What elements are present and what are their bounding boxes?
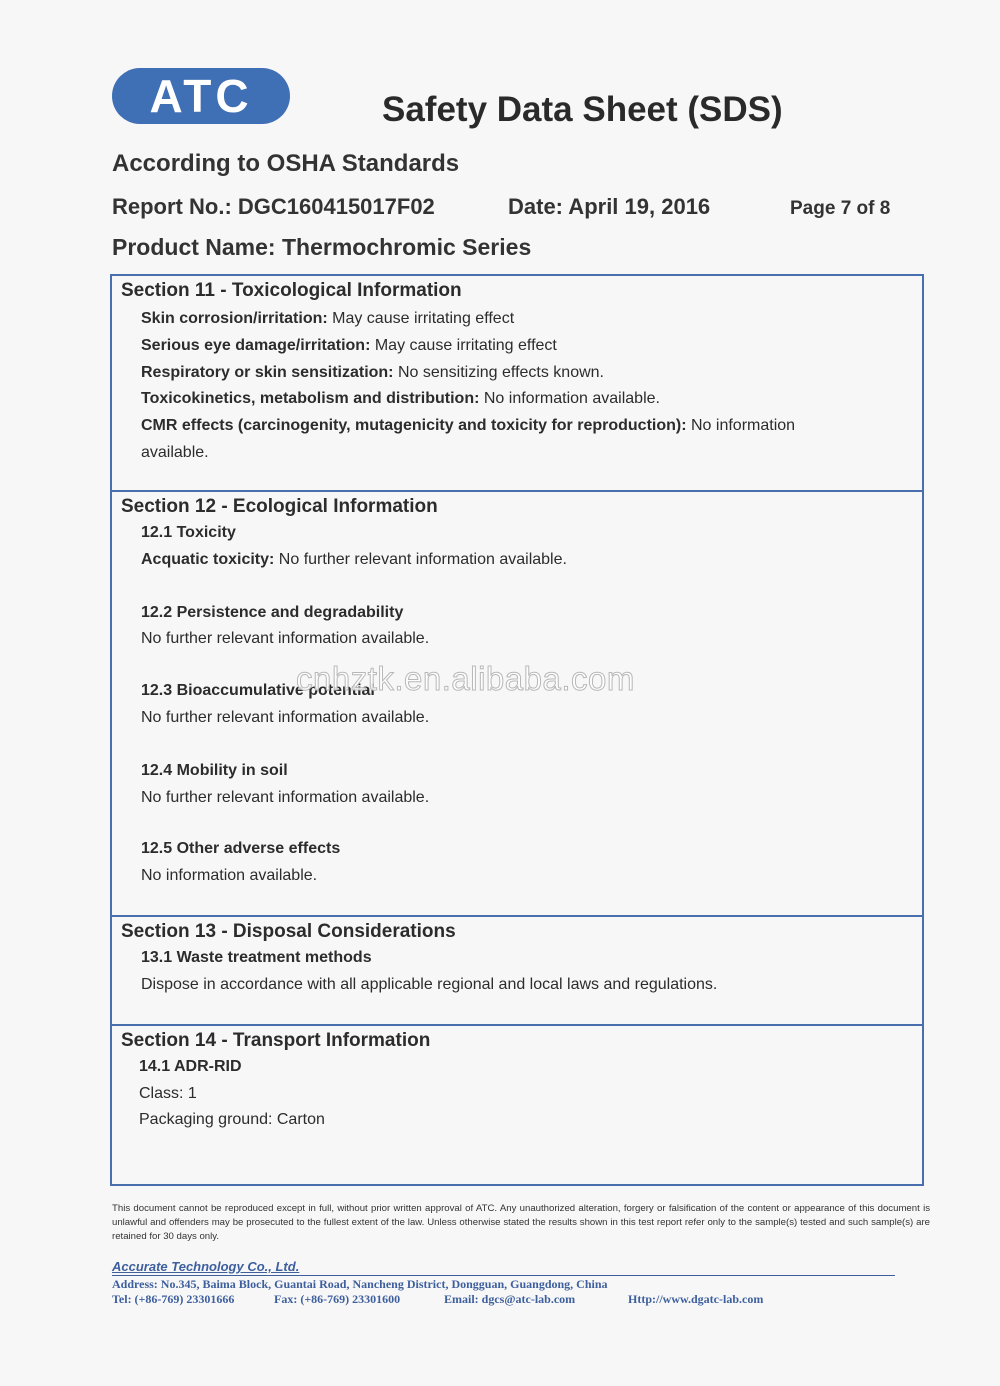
item-value: No information available. xyxy=(479,390,660,407)
section-14-heading: Section 14 - Transport Information xyxy=(121,1030,431,1051)
company-tel: Tel: (+86-769) 23301666 xyxy=(112,1292,235,1306)
company-name: Accurate Technology Co., Ltd. xyxy=(112,1259,300,1274)
transport-class: Class: 1 xyxy=(139,1085,197,1102)
waste-treatment-title: 13.1 Waste treatment methods xyxy=(141,949,372,966)
item-label: Skin corrosion/irritation: xyxy=(141,310,328,327)
section-11-heading: Section 11 - Toxicological Information xyxy=(121,280,462,301)
item-sensitization xyxy=(141,364,604,382)
company-website: Http://www.dgatc-lab.com xyxy=(628,1292,764,1306)
item-value: May cause irritating effect xyxy=(327,310,515,327)
atc-logo xyxy=(112,68,290,124)
section-12-heading: Section 12 - Ecological Information xyxy=(121,496,438,517)
company-email: Email: dgcs@atc-lab.com xyxy=(444,1292,576,1306)
item-label: CMR effects (carcinogenity, mutagenicity and toxicity for reproduction): xyxy=(141,417,687,434)
item-label: Respiratory or skin sensitization: xyxy=(141,364,394,381)
other-effects-text: No information available. xyxy=(141,867,318,884)
item-value: No information xyxy=(686,417,796,434)
report-number: Report No.: DGC160415017F02 xyxy=(112,194,435,219)
mobility-title: 12.4 Mobility in soil xyxy=(141,762,288,779)
document-title: Safety Data Sheet (SDS) xyxy=(382,90,783,129)
persistence-text: No further relevant information available. xyxy=(141,630,430,647)
section-13-heading: Section 13 - Disposal Considerations xyxy=(121,921,456,942)
item-eye-damage xyxy=(141,337,557,355)
item-label: Toxicokinetics, metabolism and distribution: xyxy=(141,390,480,407)
mobility-text: No further relevant information available. xyxy=(141,789,430,806)
bioaccumulative-text: No further relevant information available. xyxy=(141,709,430,726)
item-toxicokinetics xyxy=(141,390,660,408)
footer-rule xyxy=(112,1275,895,1276)
toxicity-label: Acquatic toxicity: xyxy=(141,551,275,568)
section-14 xyxy=(112,1026,922,1184)
section-11 xyxy=(112,276,922,492)
item-label: Serious eye damage/irritation: xyxy=(141,337,371,354)
logo-text: ATC xyxy=(149,70,253,122)
packaging-ground: Packaging ground: Carton xyxy=(139,1111,325,1128)
toxicity-title: 12.1 Toxicity xyxy=(141,524,236,541)
company-fax: Fax: (+86-769) 23301600 xyxy=(274,1292,401,1306)
item-cmr-continuation: available. xyxy=(141,444,209,461)
adr-rid-title: 14.1 ADR-RID xyxy=(139,1058,242,1075)
item-skin-corrosion xyxy=(141,310,514,328)
page-number: Page 7 of 8 xyxy=(790,198,891,219)
waste-treatment-text: Dispose in accordance with all applicable regional and local laws and regulations. xyxy=(141,976,718,993)
standard-line: According to OSHA Standards xyxy=(112,150,460,177)
item-cmr-effects xyxy=(141,417,795,435)
report-date: Date: April 19, 2016 xyxy=(508,194,711,219)
section-12 xyxy=(112,492,922,917)
watermark: cnhztk.en.alibaba.com xyxy=(296,660,635,697)
company-address: Address: No.345, Baima Block, Guantai Road, Nancheng District, Dongguan, Guangdong, China xyxy=(112,1277,608,1291)
toxicity-line xyxy=(141,551,567,569)
sections-frame xyxy=(110,274,924,1186)
disclaimer: This document cannot be reproduced except in full, without prior written approval of ATC. Any unauthorized alteration, forgery or falsification of the content or appearance of this document is unlawful and offenders may be prosecuted to the fullest extent of the law. Unless otherwise stated the results shown in this test report refer only to the sample(s) tested and such sample(s) are retained for 30 days only. xyxy=(112,1203,930,1242)
product-name: Product Name: Thermochromic Series xyxy=(112,234,532,260)
item-value: No sensitizing effects known. xyxy=(393,364,604,381)
section-13 xyxy=(112,917,922,1026)
item-value: May cause irritating effect xyxy=(370,337,557,354)
toxicity-value: No further relevant information available. xyxy=(274,551,567,568)
other-effects-title: 12.5 Other adverse effects xyxy=(141,840,341,857)
persistence-title: 12.2 Persistence and degradability xyxy=(141,604,404,621)
bioaccumulative-title: 12.3 Bioaccumulative potential xyxy=(141,682,375,699)
